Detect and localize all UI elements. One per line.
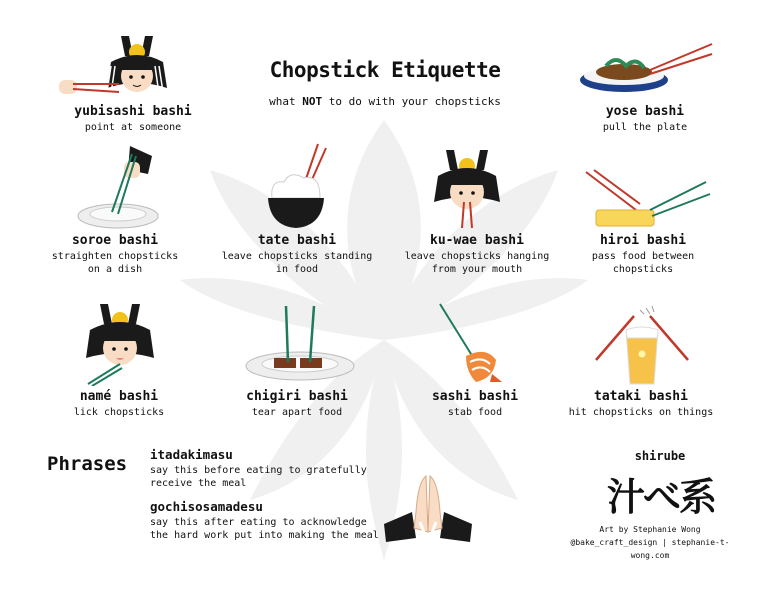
samurai-pointing-illustration bbox=[55, 32, 175, 104]
item-name: tataki bashi bbox=[594, 389, 688, 404]
prayer-hands-icon bbox=[382, 472, 474, 544]
item-desc: hit chopsticks on things bbox=[568, 407, 714, 418]
item-name: yubisashi bashi bbox=[74, 104, 192, 119]
item-desc: point at someone bbox=[84, 122, 182, 133]
page-title: Chopstick Etiquette bbox=[269, 58, 501, 82]
item-ku-wae-bashi bbox=[392, 233, 562, 276]
item-desc: leave chopsticks standing in food bbox=[221, 251, 373, 275]
phrases-heading: Phrases bbox=[47, 453, 128, 475]
item-name: chigiri bashi bbox=[246, 389, 348, 404]
samurai-face-icon bbox=[107, 36, 167, 94]
item-desc: pass food between chopsticks bbox=[591, 251, 695, 275]
page-subtitle: what NOT to do with your chopsticks bbox=[269, 95, 501, 108]
item-desc: tear apart food bbox=[251, 407, 343, 418]
shrimp-icon bbox=[436, 302, 506, 386]
phrase-term: itadakimasu bbox=[150, 447, 233, 462]
tamagoyaki-icon bbox=[580, 168, 720, 230]
item-name: yose bashi bbox=[605, 104, 685, 119]
yose-plate-illustration bbox=[576, 40, 716, 100]
credit bbox=[560, 523, 740, 562]
samurai-face-icon bbox=[432, 148, 502, 230]
item-soroe-bashi bbox=[30, 233, 200, 276]
phrase-desc: say this before eating to gratefully receive the meal bbox=[150, 465, 367, 489]
rice-bowl-icon bbox=[262, 140, 332, 232]
item-desc: stab food bbox=[447, 407, 503, 418]
item-yubisashi-bashi bbox=[48, 104, 218, 134]
item-name: ku-wae bashi bbox=[430, 233, 524, 248]
item-desc: straighten chopsticks on a dish bbox=[51, 251, 179, 275]
item-name: namé bashi bbox=[79, 389, 159, 404]
beer-glass-icon bbox=[590, 304, 694, 388]
item-hiroi-bashi bbox=[558, 233, 728, 276]
item-tataki-bashi bbox=[556, 389, 726, 419]
item-desc: leave chopsticks hanging from your mouth bbox=[404, 251, 550, 275]
item-tate-bashi bbox=[212, 233, 382, 276]
credit-artist: Art by Stephanie Wong bbox=[599, 525, 701, 534]
phrase-itadakimasu bbox=[150, 448, 380, 490]
item-name: hiroi bashi bbox=[599, 233, 687, 248]
item-name-bashi bbox=[34, 389, 204, 419]
credit-links: @bake_craft_design | stephanie-t-wong.com bbox=[570, 538, 730, 560]
soroe-plate-illustration bbox=[76, 140, 166, 232]
item-desc: lick chopsticks bbox=[73, 407, 165, 418]
item-name: tate bashi bbox=[257, 233, 337, 248]
item-name: soroe bashi bbox=[71, 233, 159, 248]
phrase-desc: say this after eating to acknowledge the hard work put into making the meal bbox=[150, 517, 379, 541]
phrase-term: gochisosamadesu bbox=[150, 499, 263, 514]
chigiri-plate-illustration bbox=[244, 304, 356, 384]
item-sashi-bashi bbox=[390, 389, 560, 419]
item-chigiri-bashi bbox=[212, 389, 382, 419]
item-yose-bashi bbox=[560, 104, 730, 134]
phrase-gochisosamadesu bbox=[150, 500, 380, 542]
samurai-face-icon bbox=[80, 302, 160, 386]
item-name: sashi bashi bbox=[431, 389, 519, 404]
brand-logo: 汁べ系 bbox=[606, 474, 715, 519]
item-desc: pull the plate bbox=[602, 122, 688, 133]
brand-name: shirube bbox=[634, 449, 686, 463]
